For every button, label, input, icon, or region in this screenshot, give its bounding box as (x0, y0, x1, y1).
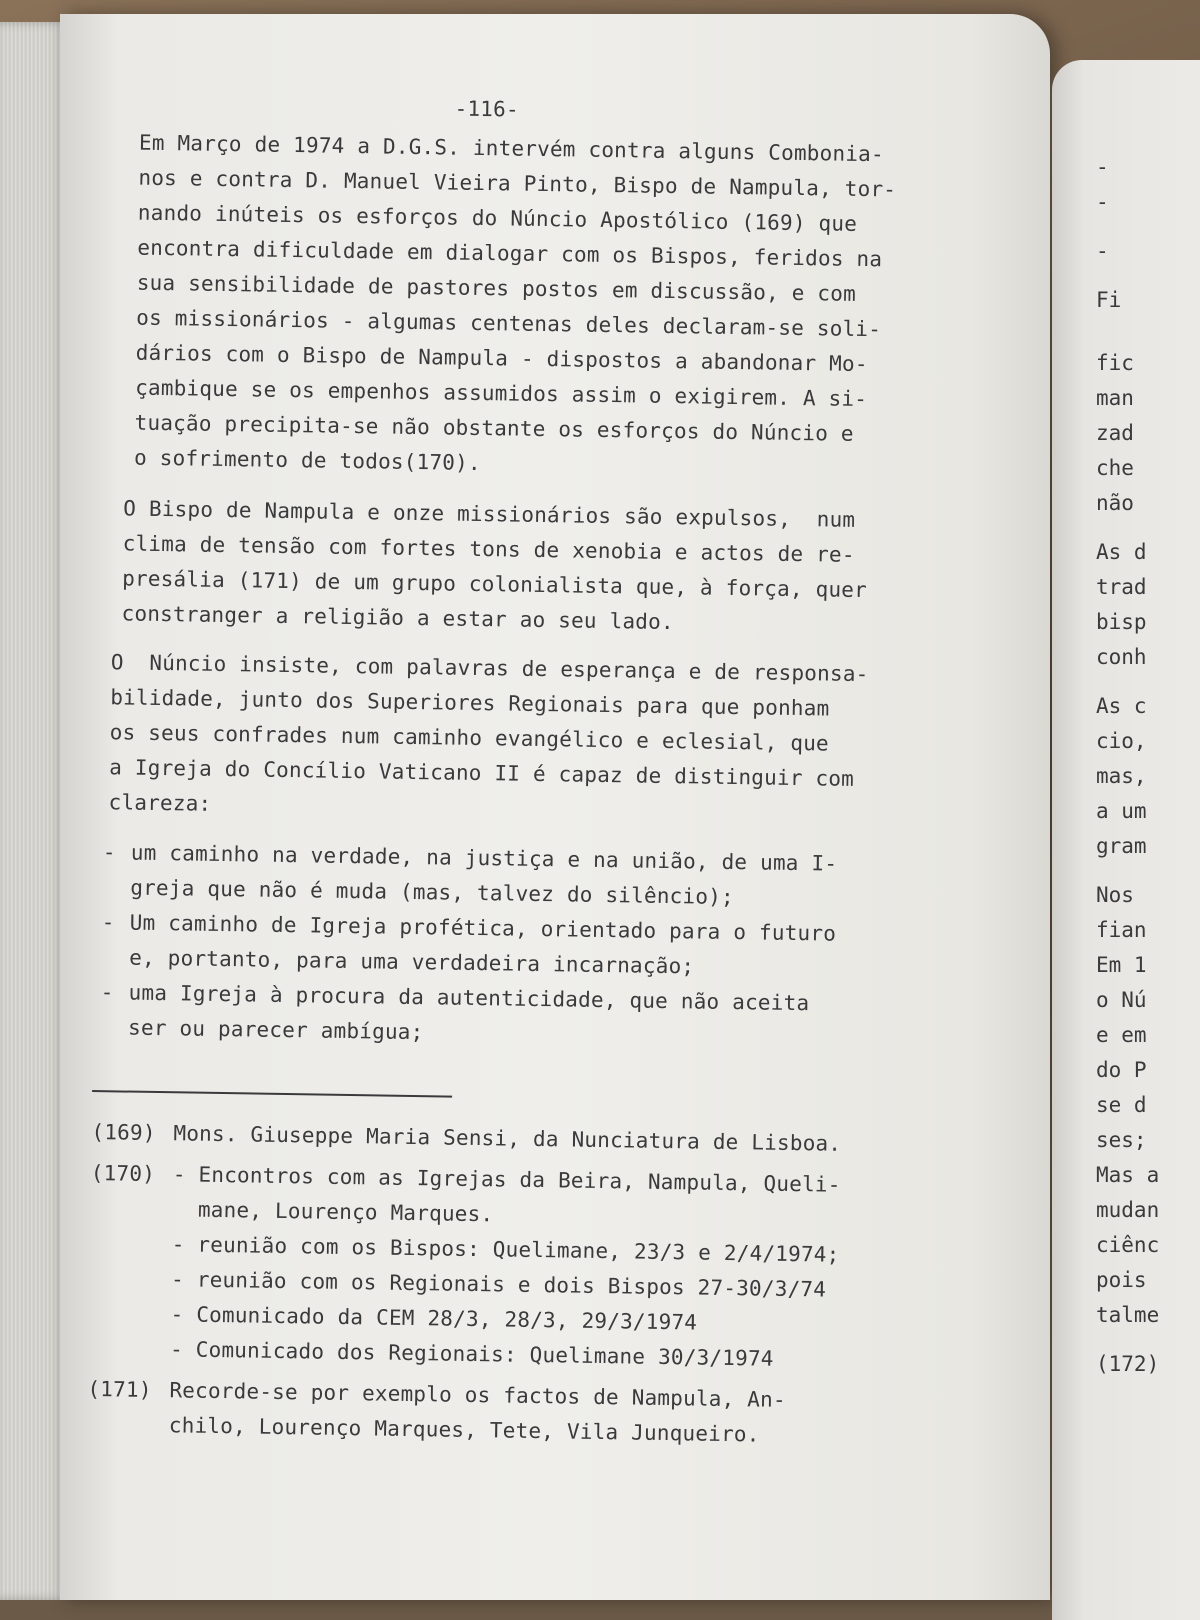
paragraph-2 (121, 491, 963, 644)
next-page-line-fragment: (172) (1096, 1352, 1160, 1376)
text-line: tuação precipita-se não obstante os esforços do Núncio e (134, 410, 854, 446)
next-page-line-fragment: ses; (1096, 1128, 1147, 1152)
next-page-line-fragment: Mas a (1096, 1163, 1160, 1187)
next-page-line-fragment: As c (1096, 694, 1147, 718)
text-line: clima de tensão com fortes tons de xenobia e actos de re- (122, 531, 855, 567)
text-line: bilidade, junto dos Superiores Regionais para que ponham (110, 685, 830, 721)
next-page-line-fragment: ciênc (1096, 1233, 1160, 1257)
line-gap (1096, 675, 1200, 689)
text-line: sua sensibilidade de pastores postos em discussão, e com (136, 270, 857, 306)
text-line: - Encontros com as Igrejas da Beira, Nampula, Queli- (172, 1162, 841, 1197)
next-page-line-fragment: Fi (1096, 288, 1122, 312)
next-page-line-fragment: cio, (1096, 729, 1147, 753)
bullet-dash: - (100, 980, 114, 1005)
next-page-line-fragment: bisp (1096, 610, 1147, 634)
paragraph-1 (134, 126, 979, 489)
next-page-line-fragment: o Nú (1096, 988, 1147, 1012)
next-page-line-fragment: - (1096, 190, 1109, 214)
text-line: um caminho na verdade, na justiça e na união, de uma I- (130, 840, 838, 876)
text-line: nos e contra D. Manuel Vieira Pinto, Bispo de Nampula, tor- (138, 165, 897, 202)
next-page-line-fragment: - (1096, 155, 1109, 179)
next-page-line-fragment: fian (1096, 918, 1147, 942)
text-line: chilo, Lourenço Marques, Tete, Vila Junqueiro. (168, 1413, 760, 1447)
text-line: O Núncio insiste, com palavras de esperança e de responsa- (110, 650, 869, 687)
next-page-line-fragment: não (1096, 491, 1134, 515)
next-page-line-fragment: do P (1096, 1058, 1147, 1082)
footnote-separator (92, 1090, 452, 1098)
next-page-line-fragment: pois (1096, 1268, 1147, 1292)
next-page-line-fragment: zad (1096, 421, 1134, 445)
text-line: - Comunicado da CEM 28/3, 28/3, 29/3/1974 (170, 1302, 698, 1335)
next-page-line-fragment: fic (1096, 351, 1134, 375)
line-gap (1096, 332, 1200, 346)
bullet-item (100, 975, 941, 1058)
footnote-171 (87, 1372, 928, 1455)
line-gap (1096, 1333, 1200, 1347)
next-page-line-fragment: conh (1096, 645, 1147, 669)
text-line: ser ou parecer ambígua; (127, 1015, 424, 1045)
text-line: o sofrimento de todos(170). (133, 445, 481, 476)
next-page-line-fragment: mas, (1096, 764, 1147, 788)
text-line: nando inúteis os esforços do Núncio Apostólico (169) que (137, 200, 858, 236)
next-page-line-fragment: gram (1096, 834, 1147, 858)
text-line: - reunião com os Bispos: Quelimane, 23/3 e 2/4/1974; (171, 1232, 840, 1267)
text-line: çambique se os empenhos assumidos assim o exigirem. A si- (134, 375, 868, 412)
text-line: Mons. Giuseppe Maria Sensi, da Nunciatura de Lisboa. (173, 1121, 842, 1156)
footnote-169 (91, 1115, 931, 1163)
next-page-line-fragment: Em 1 (1096, 953, 1147, 977)
next-page-line-fragment: a um (1096, 799, 1147, 823)
footnote-number: (171) (87, 1376, 152, 1402)
next-page-line-fragment: mudan (1096, 1198, 1160, 1222)
text-line: presália (171) de um grupo colonialista que, à força, quer (121, 566, 868, 603)
next-page-line-fragment: - (1096, 239, 1122, 263)
bullet-item (102, 835, 943, 918)
line-gap (1096, 220, 1200, 234)
next-page-line-fragment: man (1096, 386, 1134, 410)
text-line: constranger a religião a estar ao seu lado. (121, 601, 675, 635)
text-line: - reunião com os Regionais e dois Bispos 27-30/3/74 (170, 1267, 827, 1302)
text-line: Em Março de 1974 a D.G.S. intervém contra alguns Combonia- (138, 130, 885, 167)
footnote-number: (170) (90, 1160, 156, 1186)
next-page-line-fragment: Nos (1096, 883, 1134, 907)
text-line: - Comunicado dos Regionais: Quelimane 30/3/1974 (169, 1337, 774, 1371)
line-gap (1096, 318, 1200, 332)
line-gap (1096, 269, 1200, 283)
footnote-170 (88, 1156, 931, 1379)
bullet-dash: - (102, 840, 116, 865)
next-page-line-fragment: talme (1096, 1303, 1160, 1327)
text-line: os seus confrades num caminho evangélico e eclesial, que (109, 720, 830, 756)
next-page-line-fragment: trad (1096, 575, 1147, 599)
page-text (77, 80, 980, 1554)
page-number: -116- (454, 96, 519, 122)
text-line: clareza: (108, 790, 212, 816)
text-line: a Igreja do Concílio Vaticano II é capaz de distinguir com (109, 755, 855, 791)
text-line: O Bispo de Nampula e onze missionários são expulsos, num (123, 496, 856, 532)
paragraph-3 (108, 645, 951, 833)
text-line: dários com o Bispo de Nampula - dispostos a abandonar Mo- (135, 340, 868, 377)
line-gap (1096, 521, 1200, 535)
text-line: os missionários - algumas centenas deles declaram-se soli- (136, 305, 882, 342)
footnote-number: (169) (91, 1119, 156, 1146)
next-page-line-fragment: As d (1096, 540, 1147, 564)
bullet-dash: - (101, 910, 115, 935)
next-page-line-fragment: se d (1096, 1093, 1147, 1117)
next-page-line-fragment: che (1096, 456, 1134, 480)
text-line: Recorde-se por exemplo os factos de Nampula, An- (169, 1378, 787, 1412)
text-line: uma Igreja à procura da autenticidade, que não aceita (128, 980, 810, 1016)
text-line: Um caminho de Igreja profética, orientado para o futuro (129, 910, 837, 946)
footnotes (87, 1115, 932, 1461)
text-line: mane, Lourenço Marques. (172, 1197, 494, 1227)
text-line: e, portanto, para uma verdadeira incarnação; (129, 945, 695, 979)
next-page-text (1096, 150, 1200, 1570)
line-gap (1096, 864, 1200, 878)
text-line: encontra dificuldade em dialogar com os Bispos, feridos na (137, 235, 883, 272)
next-page-line-fragment: e em (1096, 1023, 1147, 1047)
bullet-list (100, 835, 943, 1058)
bullet-item (101, 905, 942, 988)
text-line: greja que não é muda (mas, talvez do silêncio); (130, 875, 735, 910)
